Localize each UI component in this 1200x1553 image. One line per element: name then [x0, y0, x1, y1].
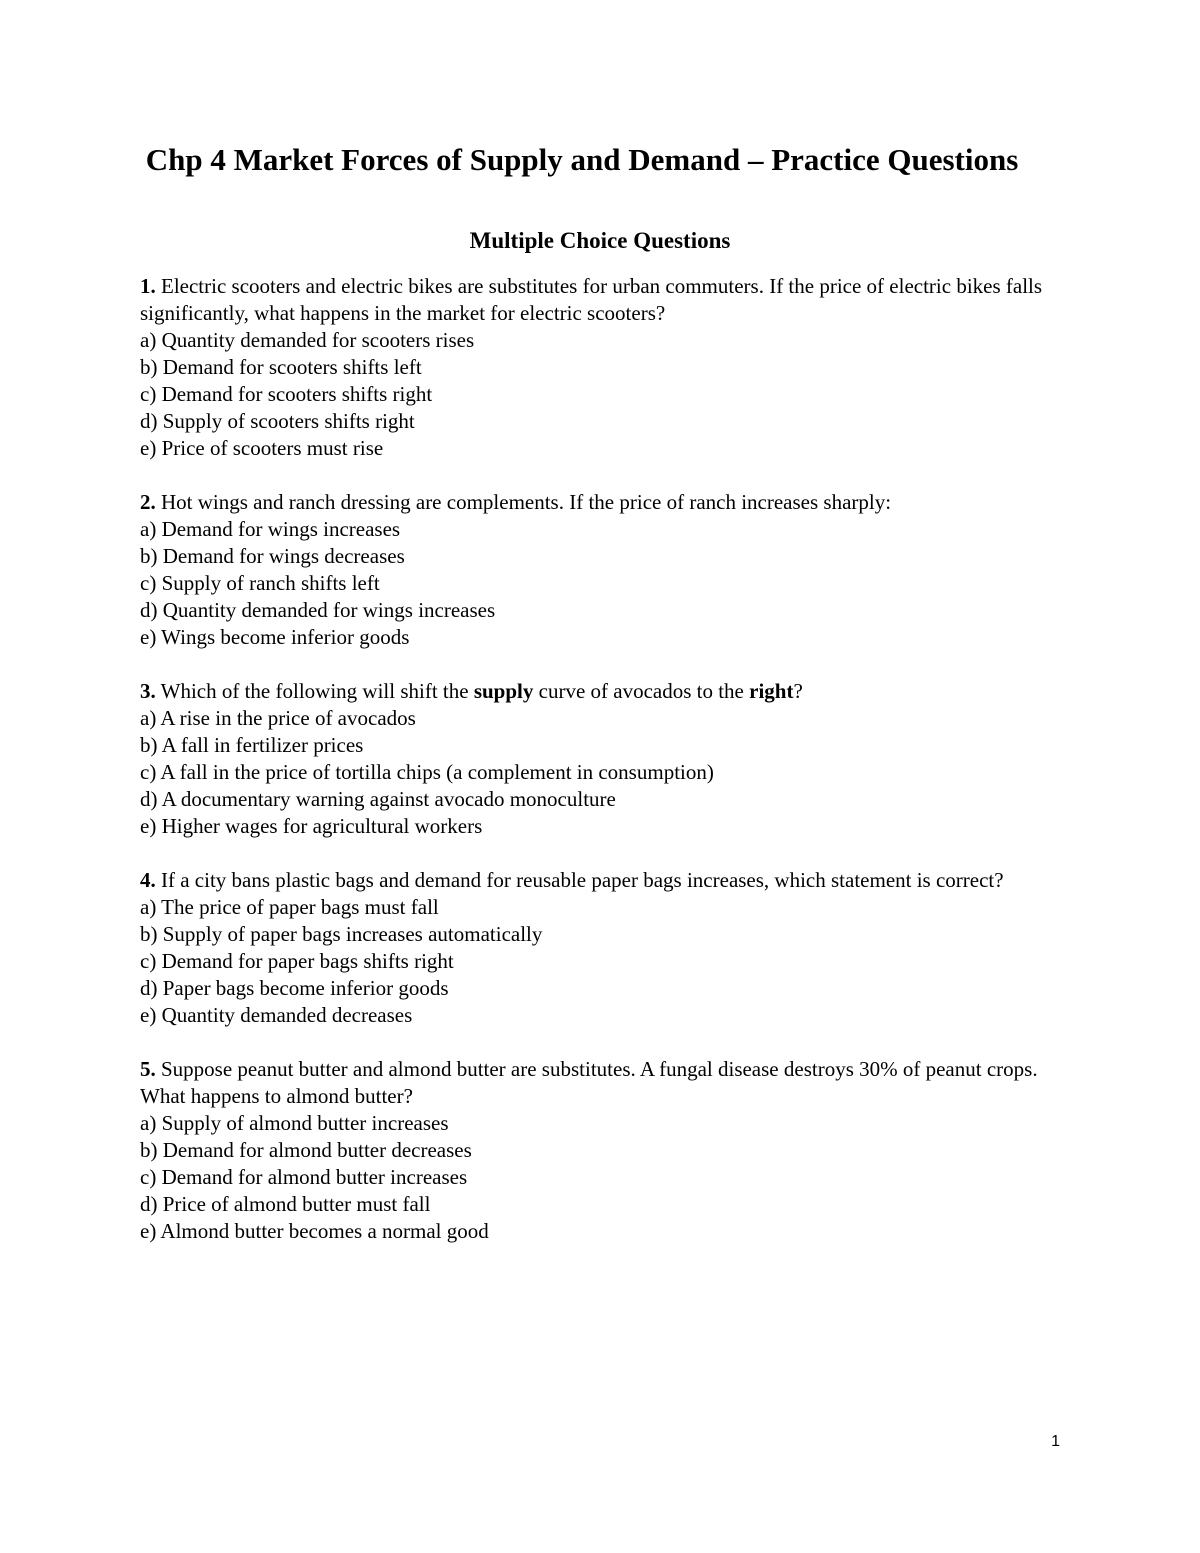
question-1-stem — [140, 273, 1060, 327]
question-1-option-a: a) Quantity demanded for scooters rises — [140, 328, 475, 352]
question-4 — [140, 867, 1060, 1029]
question-5-option-d: d) Price of almond butter must fall — [140, 1192, 431, 1216]
question-1-option-c: c) Demand for scooters shifts right — [140, 382, 433, 406]
question-4-number: 4. — [140, 868, 156, 892]
question-3-emphasis-supply: supply — [473, 679, 534, 703]
question-2-option-c: c) Supply of ranch shifts left — [140, 571, 380, 595]
question-1-option-b: b) Demand for scooters shifts left — [140, 355, 422, 379]
question-2-number: 2. — [140, 490, 156, 514]
question-3-stem — [140, 678, 1060, 705]
question-5-text: Suppose peanut butter and almond butter are substitutes. A fungal disease destroys 30% of peanut crops. What happens to almond butter? — [140, 1057, 1038, 1108]
question-4-text: If a city bans plastic bags and demand for reusable paper bags increases, which statement is correct? — [155, 868, 1004, 892]
question-1-text: Electric scooters and electric bikes are substitutes for urban commuters. If the price of electric bikes falls significantly, what happens in the market for electric scooters? — [140, 274, 1043, 325]
question-2-option-b: b) Demand for wings decreases — [140, 544, 405, 568]
question-4-stem — [140, 867, 1060, 894]
question-4-option-b: b) Supply of paper bags increases automatically — [140, 922, 543, 946]
question-3-text-part3: ? — [793, 679, 803, 703]
question-3-option-c: c) A fall in the price of tortilla chips (a complement in consumption) — [140, 760, 714, 784]
question-1 — [140, 273, 1060, 462]
question-5-option-b: b) Demand for almond butter decreases — [140, 1138, 472, 1162]
question-3-number: 3. — [140, 679, 156, 703]
question-2-option-d: d) Quantity demanded for wings increases — [140, 598, 496, 622]
question-5-option-c: c) Demand for almond butter increases — [140, 1165, 468, 1189]
question-1-option-d: d) Supply of scooters shifts right — [140, 409, 415, 433]
question-list — [140, 273, 1060, 1272]
question-3-option-e: e) Higher wages for agricultural workers — [140, 814, 483, 838]
question-5-stem — [140, 1056, 1060, 1110]
question-4-option-a: a) The price of paper bags must fall — [140, 895, 439, 919]
question-1-option-e: e) Price of scooters must rise — [140, 436, 384, 460]
question-3-option-a: a) A rise in the price of avocados — [140, 706, 416, 730]
question-3-text-part1: Which of the following will shift the — [155, 679, 474, 703]
question-5 — [140, 1056, 1060, 1245]
question-4-option-c: c) Demand for paper bags shifts right — [140, 949, 454, 973]
question-2-option-a: a) Demand for wings increases — [140, 517, 401, 541]
page-title: Chp 4 Market Forces of Supply and Demand – Practice Questions — [145, 142, 1019, 177]
question-3-emphasis-right: right — [749, 679, 794, 703]
question-2-option-e: e) Wings become inferior goods — [140, 625, 410, 649]
question-2-stem — [140, 489, 1060, 516]
question-2 — [140, 489, 1060, 651]
question-3 — [140, 678, 1060, 840]
page-number: 1 — [1051, 1433, 1060, 1450]
section-heading: Multiple Choice Questions — [469, 228, 731, 253]
question-5-option-a: a) Supply of almond butter increases — [140, 1111, 449, 1135]
question-3-text-part2: curve of avocados to the — [533, 679, 750, 703]
question-5-option-e: e) Almond butter becomes a normal good — [140, 1219, 489, 1243]
question-3-option-d: d) A documentary warning against avocado monoculture — [140, 787, 616, 811]
question-2-text: Hot wings and ranch dressing are complements. If the price of ranch increases sharply: — [155, 490, 892, 514]
question-4-option-d: d) Paper bags become inferior goods — [140, 976, 449, 1000]
question-4-option-e: e) Quantity demanded decreases — [140, 1003, 413, 1027]
question-1-number: 1. — [140, 274, 156, 298]
question-5-number: 5. — [140, 1057, 156, 1081]
question-3-option-b: b) A fall in fertilizer prices — [140, 733, 364, 757]
